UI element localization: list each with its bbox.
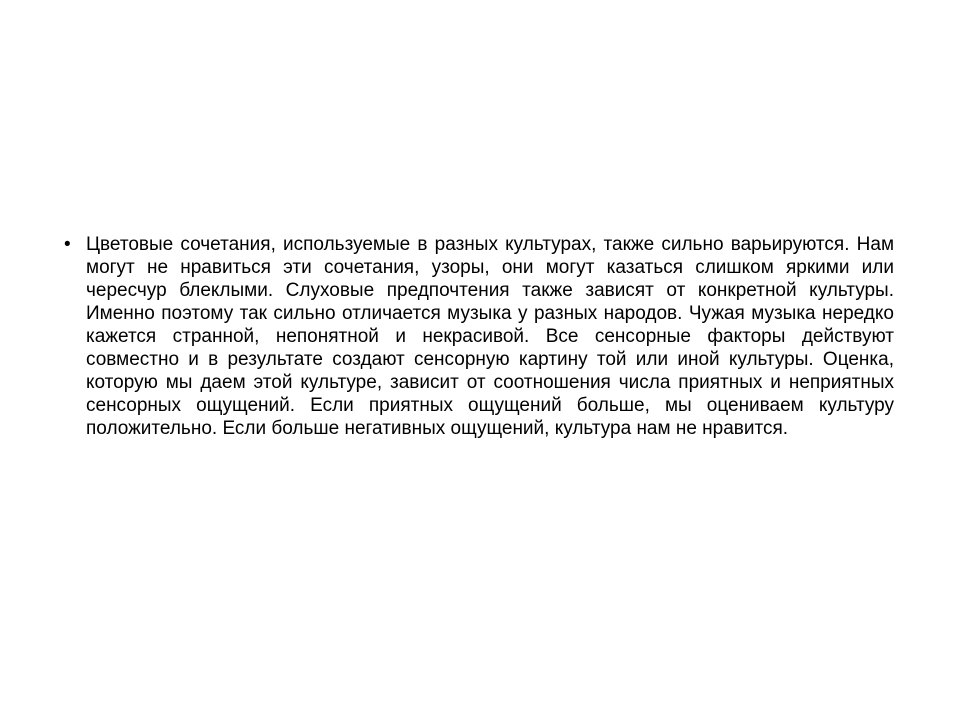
slide-content xyxy=(64,233,894,440)
bullet-paragraph: Цветовые сочетания, используемые в разных культурах, также сильно варьируются. Нам могут не нравиться эти сочетания, узоры, они могут казаться слишком яркими или чересчур блеклыми. Слуховые предпочтения также зависят от конкретной культуры. Именно поэтому так сильно отличается музыка у разных народов. Чужая музыка нередко кажется странной, непонятной и некрасивой. Все сенсорные факторы действуют совместно и в результате создают сенсорную картину той или иной культуры. Оценка, которую мы даем этой культуре, зависит от соотношения числа приятных и неприятных сенсорных ощущений. Если приятных ощущений больше, мы оцениваем культуру положительно. Если больше негативных ощущений, культура нам не нравится. xyxy=(86,234,894,439)
bullet-item xyxy=(64,233,894,440)
bullet-icon: • xyxy=(64,234,71,255)
